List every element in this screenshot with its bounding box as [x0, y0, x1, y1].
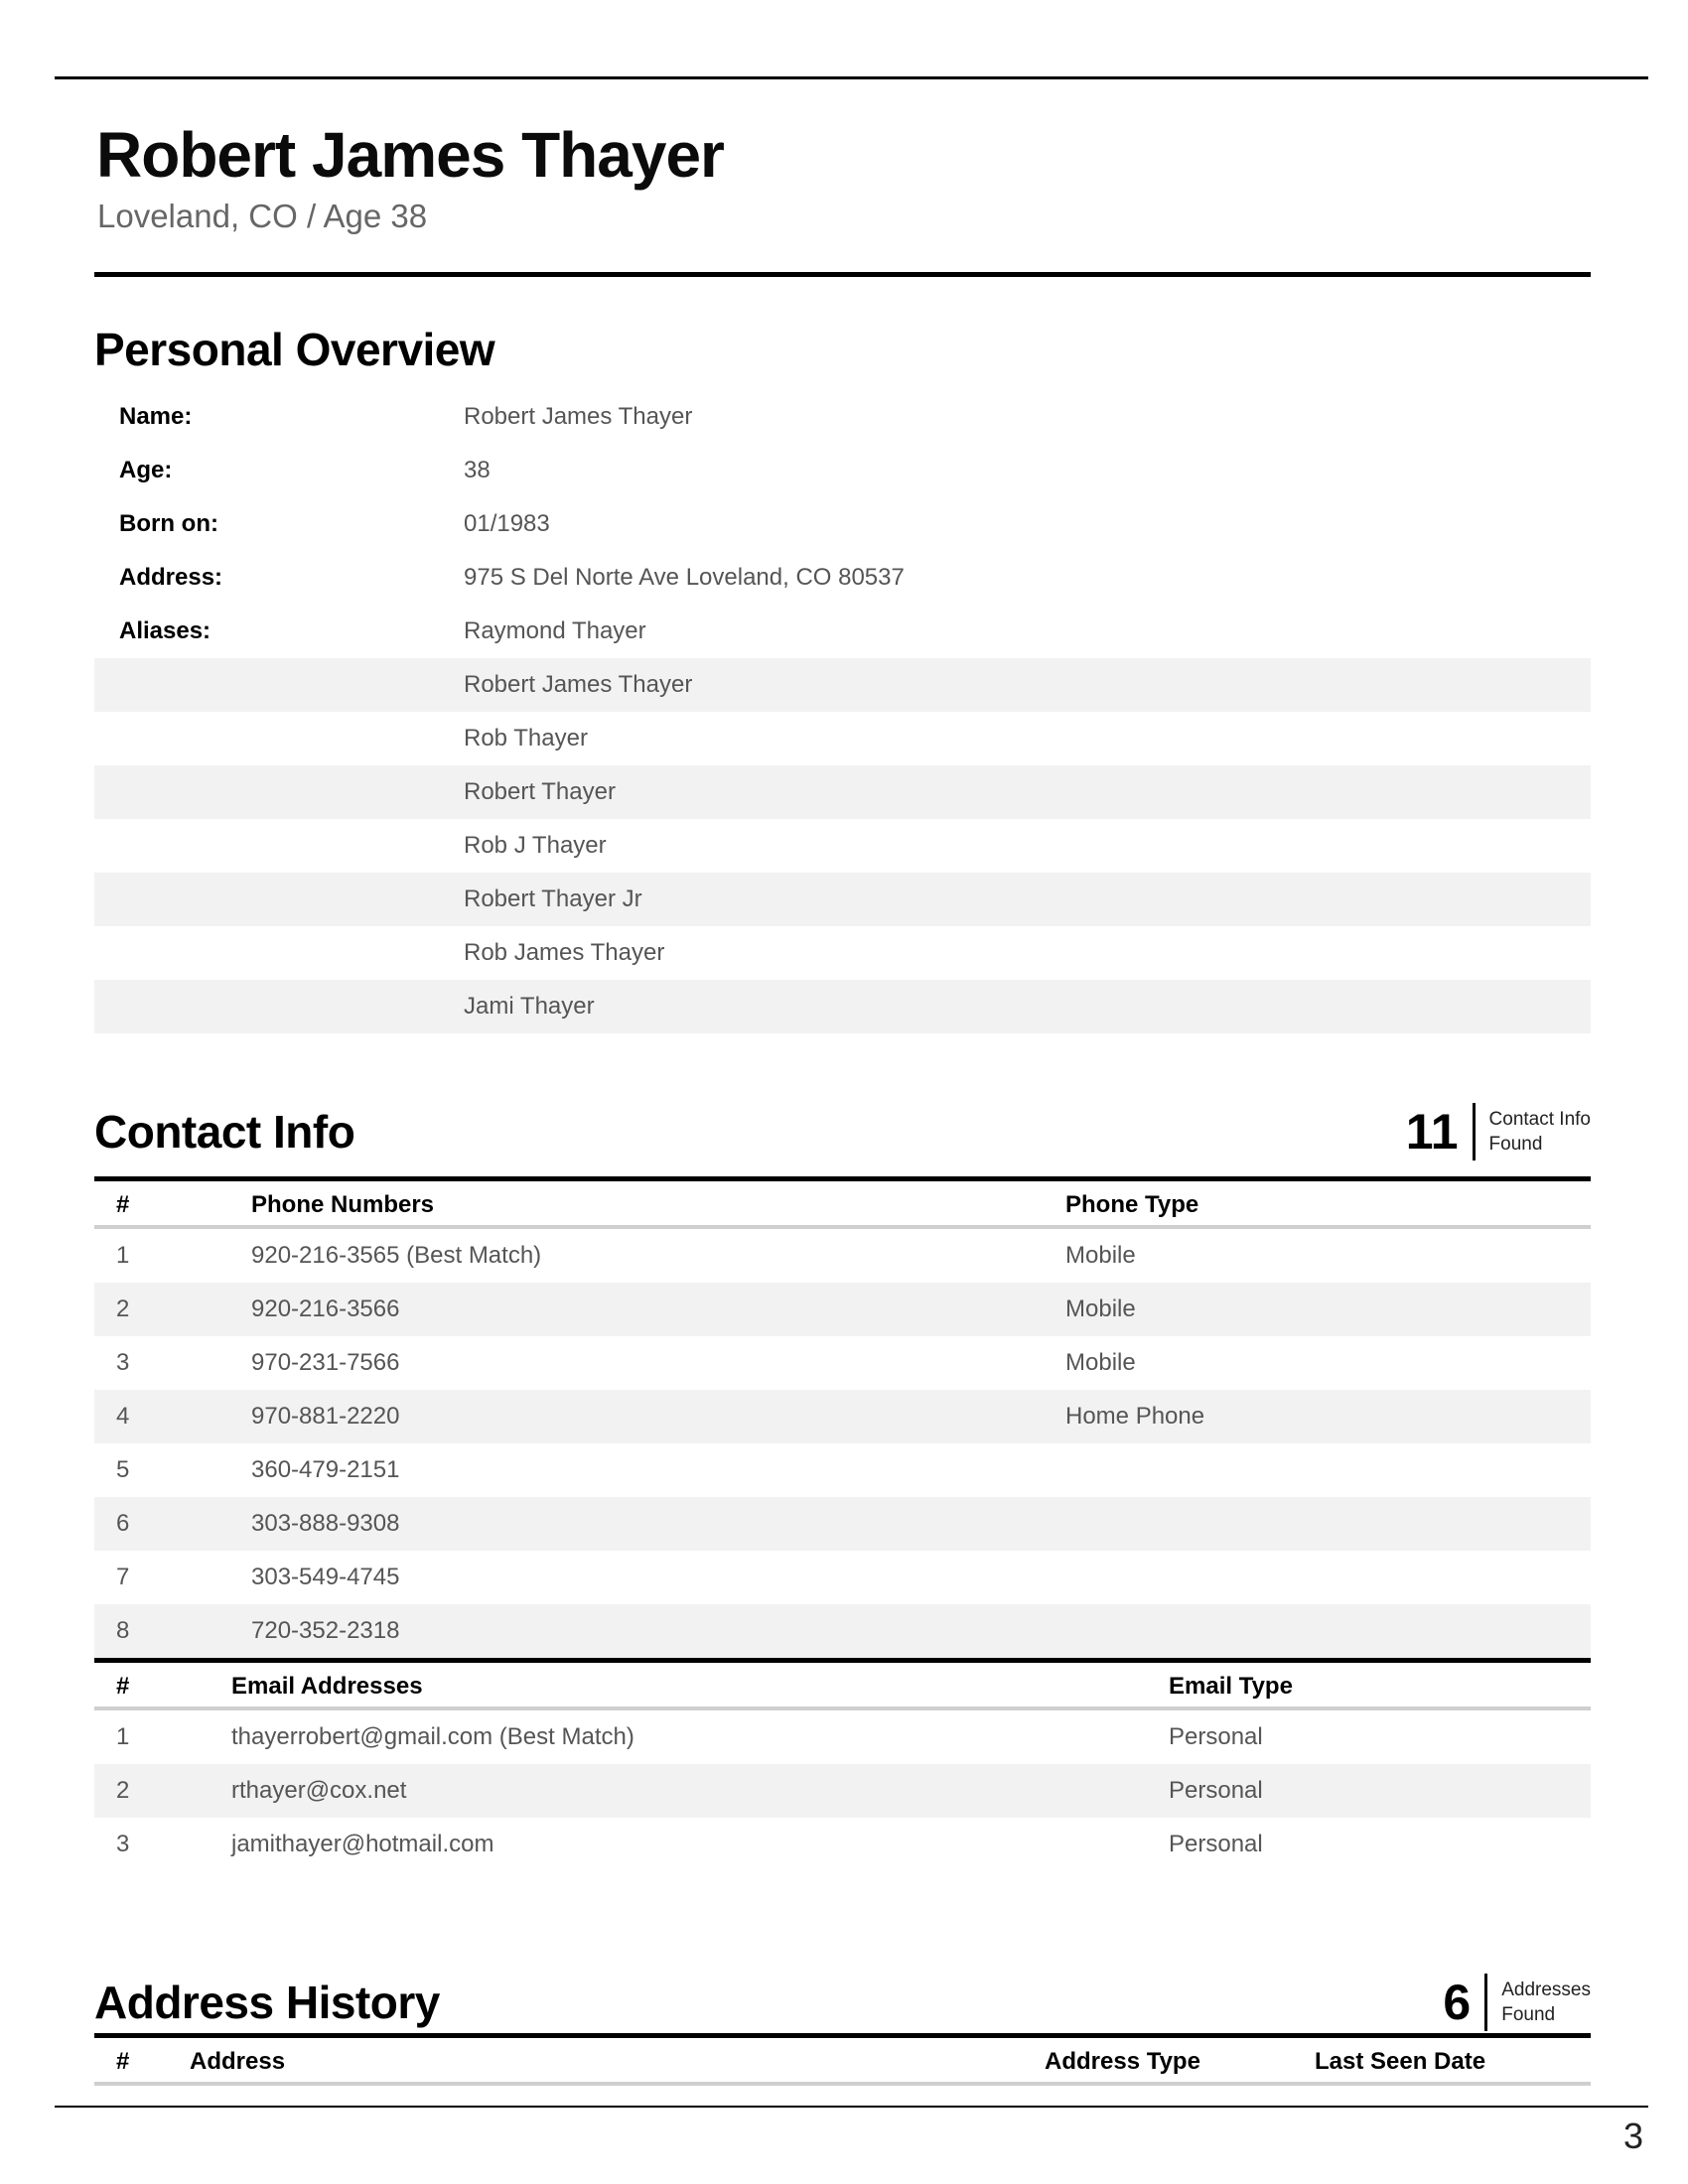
address-history-heading: Address History	[94, 1977, 440, 2028]
address-history-count-label	[1501, 1978, 1591, 2027]
page-footer-rule	[55, 2106, 1648, 2108]
phone-row-num: 6	[116, 1510, 130, 1537]
phone-row-number: 720-352-2318	[251, 1617, 400, 1644]
phone-col-type: Phone Type	[1065, 1191, 1199, 1218]
badge-label-line2: Found	[1488, 1134, 1543, 1155]
address-col-last-seen: Last Seen Date	[1315, 2048, 1486, 2075]
address-history-count-badge	[1443, 1974, 1591, 2031]
overview-row-value: 01/1983	[464, 510, 550, 537]
alias-value: Rob Thayer	[464, 725, 588, 751]
overview-row-label: Age:	[119, 457, 173, 483]
badge-label-line1: Contact Info	[1488, 1109, 1591, 1130]
section-personal-overview-header	[94, 320, 1591, 379]
alias-row	[94, 873, 1591, 926]
alias-row	[94, 819, 1591, 873]
email-row-address: thayerrobert@gmail.com (Best Match)	[231, 1723, 634, 1750]
alias-row	[94, 658, 1591, 712]
page-top-rule	[55, 76, 1648, 79]
phone-row-type: Mobile	[1065, 1242, 1136, 1269]
email-rows	[94, 1710, 1591, 1871]
contact-info-count: 11	[1405, 1104, 1459, 1160]
address-col-type: Address Type	[1045, 2048, 1200, 2075]
section-address-history-header	[94, 1970, 1591, 2035]
overview-row	[94, 497, 1591, 551]
alias-row	[94, 765, 1591, 819]
overview-row-label: Born on:	[119, 510, 218, 537]
address-col-num: #	[116, 2048, 130, 2075]
alias-row	[94, 926, 1591, 980]
contact-info-table	[94, 1176, 1591, 1871]
overview-row-label: Name:	[119, 403, 193, 430]
phone-row-num: 1	[116, 1242, 130, 1269]
badge-label-line2: Found	[1501, 2004, 1556, 2025]
address-history-table	[94, 2033, 1591, 2086]
email-row-type: Personal	[1169, 1723, 1263, 1750]
overview-row	[94, 551, 1591, 605]
phone-row-number: 970-881-2220	[251, 1403, 400, 1430]
overview-row-value: 38	[464, 457, 491, 483]
phone-row-number: 970-231-7566	[251, 1349, 400, 1376]
phone-row	[94, 1229, 1591, 1283]
email-row	[94, 1764, 1591, 1818]
phone-row	[94, 1443, 1591, 1497]
phone-row-type: Mobile	[1065, 1349, 1136, 1376]
email-row-num: 3	[116, 1831, 130, 1857]
phone-row-number: 920-216-3566	[251, 1296, 400, 1322]
overview-row-label: Aliases:	[119, 617, 211, 644]
phone-row-number: 303-549-4745	[251, 1564, 400, 1590]
phone-row-number: 920-216-3565 (Best Match)	[251, 1242, 542, 1269]
personal-overview-rows	[94, 390, 1591, 658]
phone-row	[94, 1551, 1591, 1604]
phone-row-num: 7	[116, 1564, 130, 1590]
phone-rows	[94, 1229, 1591, 1658]
email-row-address: jamithayer@hotmail.com	[231, 1831, 494, 1857]
contact-info-heading: Contact Info	[94, 1106, 355, 1158]
badge-label-line1: Addresses	[1501, 1979, 1591, 2000]
address-col-address: Address	[190, 2048, 286, 2075]
overview-row	[94, 390, 1591, 444]
email-row-num: 1	[116, 1723, 130, 1750]
overview-row	[94, 444, 1591, 497]
phone-row-num: 2	[116, 1296, 130, 1322]
phone-table-header	[94, 1181, 1591, 1229]
section-contact-info-header	[94, 1099, 1591, 1164]
phone-row	[94, 1336, 1591, 1390]
phone-row-type: Home Phone	[1065, 1403, 1205, 1430]
alias-value: Rob James Thayer	[464, 939, 665, 966]
phone-row	[94, 1283, 1591, 1336]
page-title: Robert James Thayer	[96, 119, 724, 191]
email-col-label: Email Addresses	[231, 1673, 423, 1700]
alias-value: Robert Thayer	[464, 778, 616, 805]
email-row	[94, 1710, 1591, 1764]
email-table-header	[94, 1663, 1591, 1710]
email-row-type: Personal	[1169, 1777, 1263, 1804]
page-number: 3	[1622, 2116, 1643, 2156]
page-subtitle: Loveland, CO / Age 38	[97, 198, 428, 234]
overview-row-value: Raymond Thayer	[464, 617, 646, 644]
phone-row-number: 360-479-2151	[251, 1456, 400, 1483]
contact-info-count-badge	[1406, 1103, 1591, 1160]
phone-row-num: 5	[116, 1456, 130, 1483]
phone-col-num: #	[116, 1191, 130, 1218]
phone-row-num: 8	[116, 1617, 130, 1644]
personal-overview-heading: Personal Overview	[94, 324, 495, 375]
phone-row-num: 4	[116, 1403, 130, 1430]
alias-value: Robert James Thayer	[464, 671, 693, 698]
phone-row-num: 3	[116, 1349, 130, 1376]
alias-list	[94, 658, 1591, 1033]
overview-row-label: Address:	[119, 564, 223, 591]
alias-row	[94, 980, 1591, 1033]
phone-row-type: Mobile	[1065, 1296, 1136, 1322]
phone-row-number: 303-888-9308	[251, 1510, 400, 1537]
phone-row	[94, 1604, 1591, 1658]
overview-row-value: 975 S Del Norte Ave Loveland, CO 80537	[464, 564, 905, 591]
alias-value: Jami Thayer	[464, 993, 595, 1020]
phone-row	[94, 1497, 1591, 1551]
phone-col-label: Phone Numbers	[251, 1191, 435, 1218]
email-row-address: rthayer@cox.net	[231, 1777, 407, 1804]
email-row	[94, 1818, 1591, 1871]
alias-value: Robert Thayer Jr	[464, 886, 642, 912]
email-row-type: Personal	[1169, 1831, 1263, 1857]
header-divider	[94, 272, 1591, 277]
contact-info-count-label	[1489, 1107, 1591, 1157]
overview-row-value: Robert James Thayer	[464, 403, 693, 430]
address-table-header	[94, 2038, 1591, 2086]
phone-row	[94, 1390, 1591, 1443]
alias-row	[94, 712, 1591, 765]
email-row-num: 2	[116, 1777, 130, 1804]
address-history-count: 6	[1443, 1975, 1472, 2030]
email-col-type: Email Type	[1169, 1673, 1293, 1700]
badge-divider-bar	[1484, 1974, 1487, 2031]
alias-value: Rob J Thayer	[464, 832, 607, 859]
badge-divider-bar	[1473, 1103, 1476, 1160]
overview-row	[94, 605, 1591, 658]
email-col-num: #	[116, 1673, 130, 1700]
